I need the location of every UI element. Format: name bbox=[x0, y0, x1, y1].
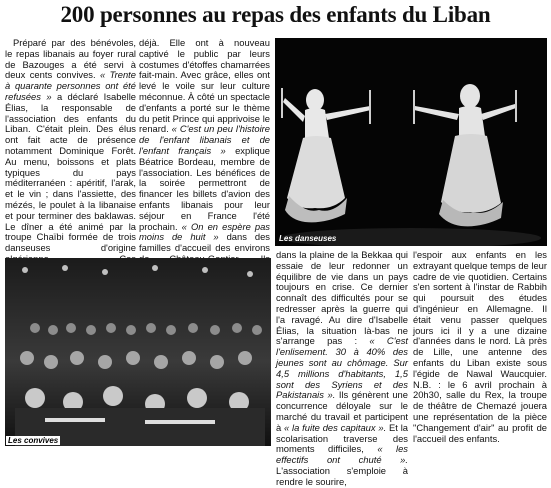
article-column-4 bbox=[413, 250, 547, 470]
text-run: au profit de l'accueil des enfants. bbox=[413, 421, 547, 444]
text-run: L'association s'emploie à rendre le sourire, bbox=[276, 464, 408, 487]
quote: « Trente à quarante personnes ont été refusées » bbox=[5, 69, 137, 102]
quote: « On en espère pas moins de huit » bbox=[139, 220, 270, 243]
quote: « les effectifs ont chuté ». bbox=[276, 443, 408, 466]
text-run: explique Béatrice Bordeau, membre de l'association. Les bénéfices de la soirée permettront de financer les billets d'avion des enfants libanais pour leur séjour en France l'été prochain. bbox=[139, 144, 271, 232]
article-column-3 bbox=[276, 249, 409, 487]
headline: 200 personnes au repas des enfants du Liban bbox=[60, 2, 491, 27]
text-run: Préparé par des bénévoles, le repas libanais au foyer rural de Bazouges a été servi à deux cents convives. bbox=[5, 37, 136, 81]
guests-illustration bbox=[5, 258, 271, 446]
quote: « C'est un peu l'histoire de l'enfant libanais et de l'enfant français » bbox=[139, 123, 270, 156]
article-column-1 bbox=[5, 38, 136, 254]
text-run: a déclaré Isabelle Élias, la responsable de l'association des enfants du Liban. C'était plein. Des élus ont fait acte de présence notamment Dominique Forêt. Au menu, boissons et plats typiques du pays méditerranéen : apéritif, l'arak, et le vin ; dans l'assiette, des mézés, le poulet à la libanaise et pour terminer des baklawas. Le dîner a été animé par la troupe Chaïbi formée de trois danseuses d'origine bbox=[5, 90, 136, 254]
text-run: l'espoir aux enfants en les extrayant quelque temps de leur cadre de vie quotidien. Certains s'en sortent à l'instar de Rabbih qui poursuit des études d'ingénieur en Allemagne. Il était venu passer quelques jours ici il y a une dizaine d'années dans le nord. Là près de Lille, une antenne des enfants du Liban existe sous l'égide de Nawal Waucquier. N.B. : le 6 avril prochain à 20h30, salle du Rex, la troupe de théâtre de Chemazé jouera une représentation de la pièce bbox=[413, 249, 547, 422]
text-run: dans des familles d'accueil des environs bbox=[139, 231, 270, 254]
quote: « C'est l'enlisement. 30 à 40% des jeunes sont au chômage. Sur 4,5 millions d'habitants, 1,5 sont des Syriens et des Pakistanais ». bbox=[276, 335, 409, 401]
guests-caption: Les convives bbox=[8, 436, 59, 445]
dancers-photo bbox=[275, 38, 547, 246]
guests-photo bbox=[5, 258, 271, 446]
text-run: Et la scolarisation traverse des moments difficiles, bbox=[276, 421, 408, 455]
dancers-illustration bbox=[275, 38, 547, 246]
text-run: déjà. Elle ont à nouveau captivé le public par leurs costumes d'étoffes chamarrées fait-main. Avec grâce, elles ont levé le voile sur leur culture méconnue. À côté un spectacle d'enfants a porté sur le thème du petit Prince qui apprivoise le renard. bbox=[139, 37, 270, 135]
quote: « la fuite des capitaux ». bbox=[284, 421, 387, 433]
text-run: Ils génèrent une concurrence déloyale sur le marché du travail et participent à bbox=[276, 389, 408, 433]
dancers-caption: Les danseuses bbox=[279, 234, 337, 243]
text-run: dans la plaine de la Bekkaa qui essaie de leur redonner un équilibre de vie dans un pays toujours en crise. Ce dernier connaît des difficultés pour se redresser après la guerre qui l'a ravagé. Au dire d'Isabelle Élias, la situation là-bas ne s'arrange pas : bbox=[276, 249, 408, 347]
article-column-2 bbox=[139, 38, 270, 254]
play-title: "Changement d'air" bbox=[413, 421, 495, 433]
